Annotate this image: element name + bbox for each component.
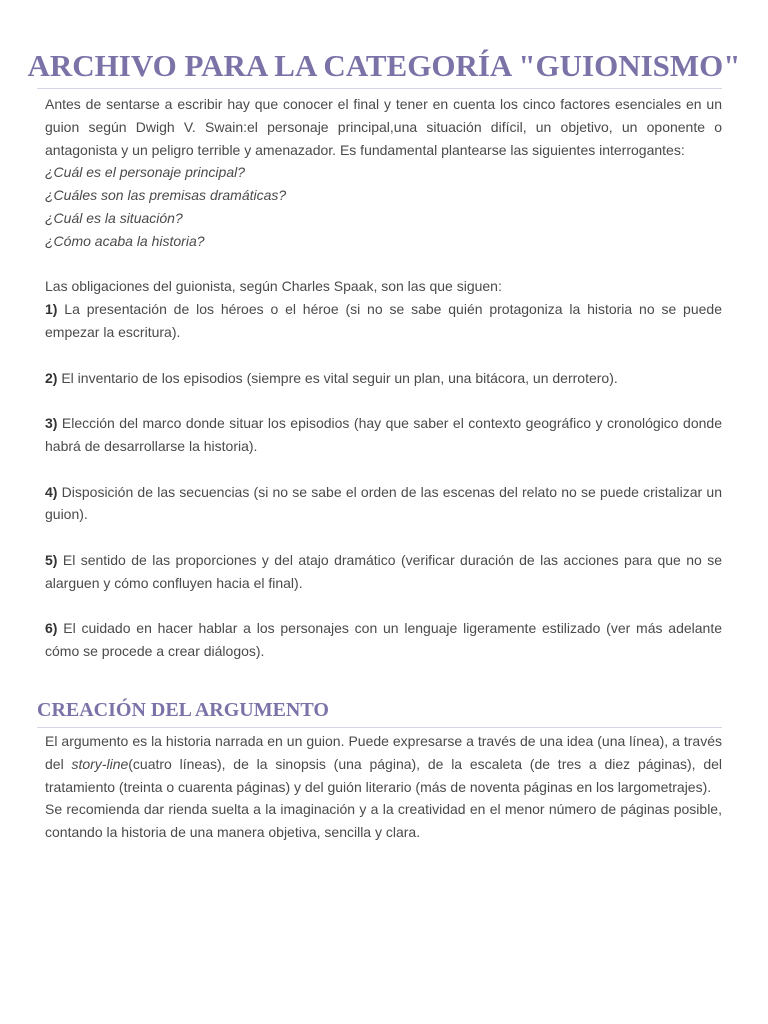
question-text: ¿Cuál es el personaje principal? — [45, 164, 245, 181]
item-text: El inventario de los episodios (siempre es vital seguir un plan, una bitácora, un derrotero). — [57, 369, 618, 386]
question-text: ¿Cuál es la situación? — [45, 209, 183, 226]
obligation-item — [45, 367, 722, 390]
intro-paragraph: Antes de sentarse a escribir hay que conocer el final y tener en cuenta los cinco factores esenciales en un guion según Dwigh V. Swain:el personaje principal,una situación difícil, un objetivo, un oponente o antagonista y un peligro terrible y amenazador. Es fundamental plantearse las siguientes interrogantes: — [45, 96, 722, 158]
section-divider — [37, 727, 722, 728]
recommendation-paragraph: Se recomienda dar rienda suelta a la imaginación y a la creatividad en el menor número de páginas posible, contando la historia de una manera objetiva, sencilla y clara. — [45, 801, 722, 841]
item-number: 6) — [45, 620, 58, 637]
text: (cuatro líneas), de la sinopsis (una página), de la escaleta (de tres a diez páginas), del tratamiento (treinta o cuarenta páginas) y del guión literario (más de noventa páginas en los largometrajes). — [45, 755, 722, 795]
item-text: Disposición de las secuencias (si no se sabe el orden de las escenas del relato no se puede cristalizar un guion). — [45, 483, 722, 523]
item-text: El sentido de las proporciones y del atajo dramático (verificar duración de las acciones para que no se alarguen y cómo confluyen hacia el final). — [45, 551, 722, 591]
item-number: 2) — [45, 369, 58, 386]
question — [45, 161, 722, 184]
question — [45, 184, 722, 207]
section-heading: CREACIÓN DEL ARGUMENTO — [37, 699, 329, 721]
question-text: ¿Cuáles son las premisas dramáticas? — [45, 187, 287, 204]
page-title: ARCHIVO PARA LA CATEGORÍA "GUIONISMO" — [27, 48, 741, 83]
article-body — [45, 93, 722, 663]
obligation-item — [45, 412, 722, 458]
item-number: 4) — [45, 483, 58, 500]
title-divider — [37, 88, 722, 89]
item-number: 1) — [45, 301, 58, 318]
obligation-item — [45, 617, 722, 663]
item-text: La presentación de los héroes o el héroe (si no se sabe quién protagoniza la historia no se puede empezar la escritura). — [45, 301, 722, 340]
item-number: 5) — [45, 551, 58, 568]
obligations-intro: Las obligaciones del guionista, según Charles Spaak, son las que siguen: — [45, 278, 502, 295]
question — [45, 207, 722, 230]
item-text: Elección del marco donde situar los episodios (hay que saber el contexto geográfico y cronológico donde habrá de desarrollarse la historia). — [45, 415, 722, 454]
obligation-item — [45, 298, 722, 344]
text: El argumento es la historia narrada en un guion. Puede expresarse a través de una idea (una línea), a través del — [45, 733, 722, 772]
section-body — [45, 730, 722, 844]
question — [45, 230, 722, 253]
obligation-item — [45, 549, 722, 595]
emphasis: story-line — [71, 755, 129, 772]
obligation-item — [45, 481, 722, 527]
argument-paragraph — [45, 730, 722, 798]
item-text: El cuidado en hacer hablar a los personajes con un lenguaje ligeramente estilizado (ver más adelante cómo se procede a crear diálogos). — [45, 620, 722, 660]
item-number: 3) — [45, 415, 58, 432]
question-text: ¿Cómo acaba la historia? — [45, 232, 205, 249]
